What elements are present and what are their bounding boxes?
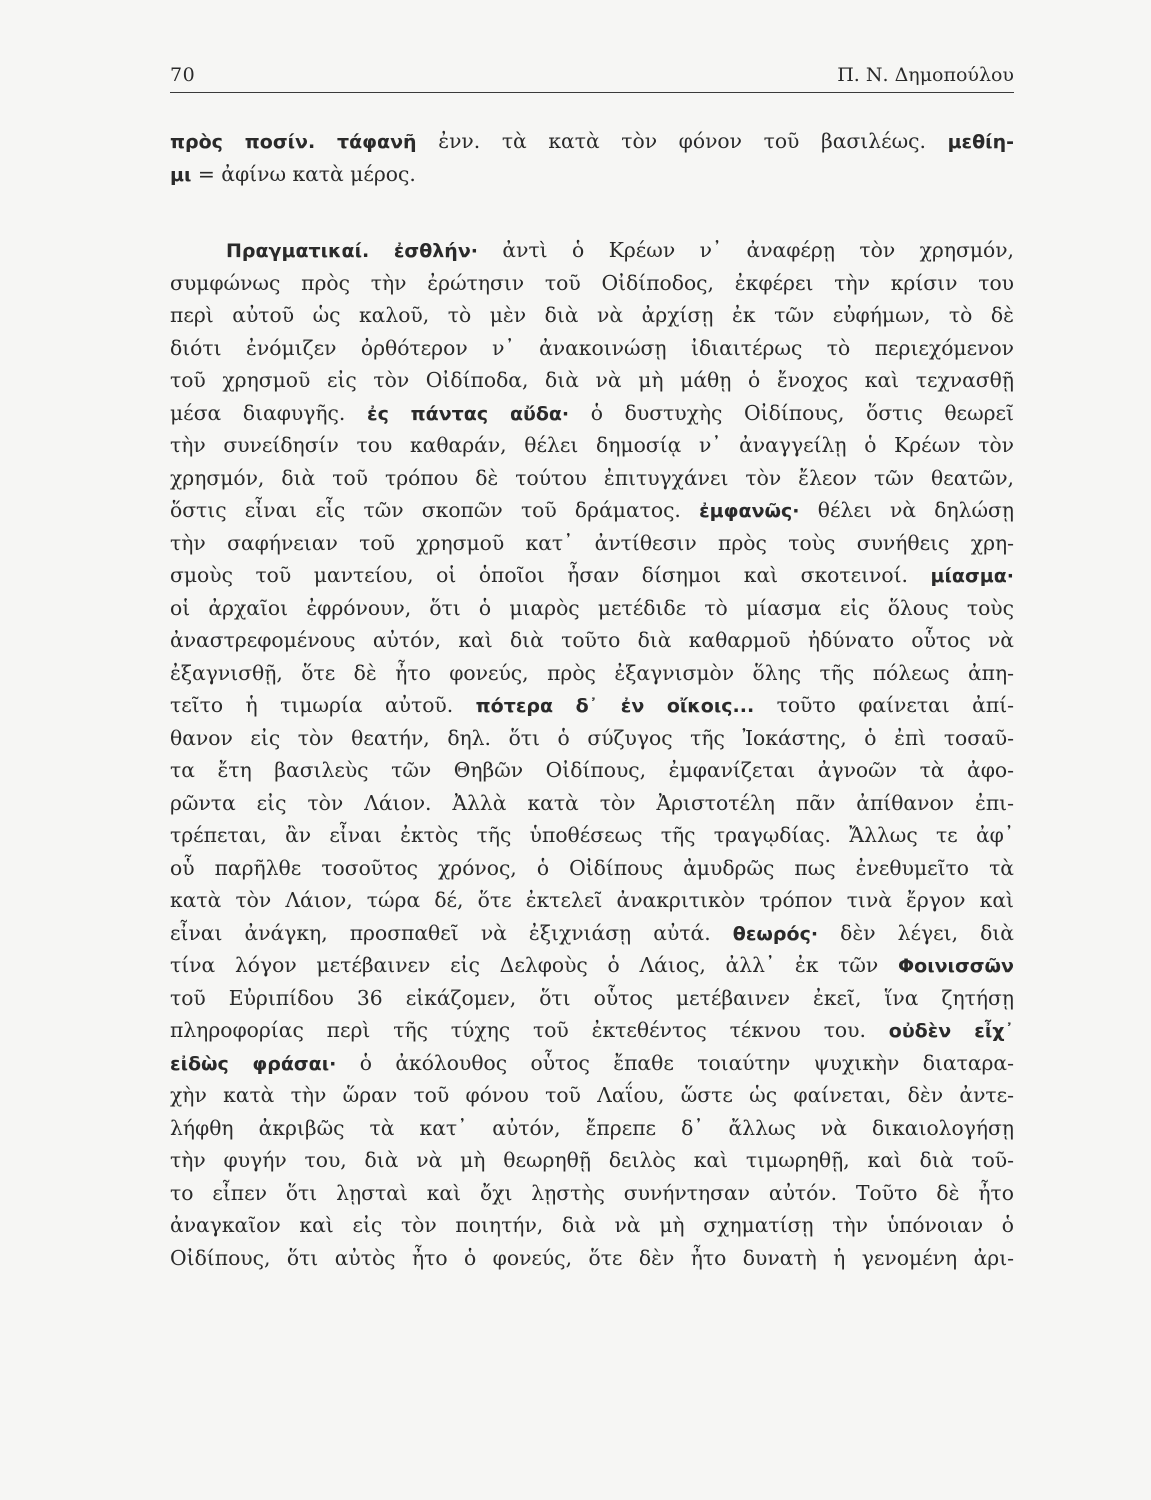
line-text: το εἶπεν ὅτι λῃσταὶ καὶ ὄχι λῃστὴς συνήντησαν αὐτόν. Τοῦτο δὲ ἦτο	[170, 1180, 1014, 1205]
line-text: κατὰ τὸν Λάιον, τώρα δέ, ὅτε ἐκτελεῖ ἀνακριτικὸν τρόπον τινὰ ἔργον καὶ	[170, 888, 1014, 912]
text-line	[170, 125, 1014, 158]
line-text: λήφθη ἀκριβῶς τὰ κατ᾽ αὐτόν, ἔπρεπε δ᾽ ἄλλως νὰ δικαιολογήσῃ	[170, 1115, 1014, 1140]
text-line	[170, 819, 1014, 852]
text-line	[170, 754, 1014, 787]
text-line	[170, 787, 1014, 820]
lemma-term: Πραγματικαί. ἐσθλήν·	[226, 240, 478, 262]
line-text: θανον εἰς τὸν θεατήν, δηλ. ὅτι ὁ σύζυγος τῆς Ἰοκάστης, ὁ ἐπὶ τοσαῦ-	[170, 725, 1014, 750]
text-line	[170, 1242, 1014, 1275]
text-line	[170, 1014, 1014, 1047]
line-text: τίνα λόγον μετέβαινεν εἰς Δελφοὺς ὁ Λάιος, ἀλλ᾽ ἐκ τῶν	[170, 953, 898, 977]
line-text: τρέπεται, ἂν εἶναι ἐκτὸς τῆς ὑποθέσεως τῆς τραγῳδίας. Ἄλλως τε ἀφ᾽	[170, 823, 1014, 847]
text-line	[170, 364, 1014, 397]
text-line	[170, 592, 1014, 625]
line-text: τεῖτο ἡ τιμωρία αὐτοῦ.	[170, 693, 476, 717]
text-line	[170, 559, 1014, 592]
text-line	[170, 722, 1014, 755]
line-text: Οἰδίπους, ὅτι αὐτὸς ἦτο ὁ φονεύς, ὅτε δὲν ἦτο δυνατὴ ἡ γενομένη ἀρι-	[170, 1245, 1014, 1270]
text-line	[170, 1112, 1014, 1145]
lemma-term: Φοινισσῶν	[897, 955, 1014, 977]
text-line	[170, 1047, 1014, 1080]
text-line	[170, 462, 1014, 495]
text-line	[170, 332, 1014, 365]
book-page	[170, 60, 1014, 1460]
running-head-author: Π. Ν. Δημοπούλου	[837, 64, 1014, 86]
text-line	[170, 982, 1014, 1015]
text-line	[170, 527, 1014, 560]
text-line	[170, 949, 1014, 982]
line-text: σμοὺς τοῦ μαντείου, οἱ ὁποῖοι ἦσαν δίσημοι καὶ σκοτεινοί.	[170, 563, 931, 587]
text-line	[170, 1209, 1014, 1242]
line-text: ἀντὶ ὁ Κρέων ν᾽ ἀναφέρῃ τὸν χρησμόν,	[477, 238, 1014, 262]
text-line	[170, 657, 1014, 690]
line-text: δὲν λέγει, διὰ	[818, 920, 1014, 945]
lemma-term: οὐδὲν εἶχ᾽	[888, 1020, 1014, 1042]
text-line	[170, 397, 1014, 430]
line-text: οὗ παρῆλθε τοσοῦτος χρόνος, ὁ Οἰδίπους ἀμυδρῶς πως ἐνεθυμεῖτο τὰ	[170, 855, 1014, 880]
line-text: πληροφορίας περὶ τῆς τύχης τοῦ ἐκτεθέντος τέκνου του.	[170, 1018, 889, 1042]
line-text: οἱ ἀρχαῖοι ἐφρόνουν, ὅτι ὁ μιαρὸς μετέδιδε τὸ μίασμα εἰς ὅλους τοὺς	[170, 595, 1014, 620]
line-text: ὁ ἀκόλουθος οὗτος ἔπαθε τοιαύτην ψυχικὴν διαταρα-	[336, 1050, 1014, 1075]
line-text: τὴν φυγήν του, διὰ νὰ μὴ θεωρηθῇ δειλὸς καὶ τιμωρηθῇ, καὶ διὰ τοῦ-	[170, 1148, 1014, 1172]
line-text: περὶ αὐτοῦ ὡς καλοῦ, τὸ μὲν διὰ νὰ ἀρχίσῃ ἐκ τῶν εὐφήμων, τὸ δὲ	[170, 303, 1014, 327]
line-text: τα ἔτη βασιλεὺς τῶν Θηβῶν Οἰδίπους, ἐμφανίζεται ἀγνοῶν τὰ ἀφο-	[170, 758, 1014, 782]
lemma-term: μίασμα·	[930, 565, 1014, 587]
text-line	[170, 299, 1014, 332]
running-header	[170, 60, 1014, 93]
text-line	[170, 689, 1014, 722]
text-line	[170, 158, 1014, 191]
line-text: τοῦ Εὐριπίδου 36 εἰκάζομεν, ὅτι οὗτος μετέβαινεν ἐκεῖ, ἵνα ζητήσῃ	[170, 985, 1014, 1010]
lemma-term: μι	[170, 163, 192, 186]
text-line	[170, 1177, 1014, 1210]
paragraph-glosses	[170, 125, 1014, 190]
line-text: συμφώνως πρὸς τὴν ἐρώτησιν τοῦ Οἰδίποδος, ἐκφέρει τὴν κρίσιν του	[170, 270, 1014, 295]
text-line	[170, 917, 1014, 950]
line-text: ὁ δυστυχὴς Οἰδίπους, ὅστις θεωρεῖ	[569, 400, 1014, 425]
text-line	[170, 852, 1014, 885]
line-text: μέσα διαφυγῆς.	[170, 400, 367, 425]
text-line	[170, 234, 1014, 267]
paragraph-pragmatikai	[170, 234, 1014, 1274]
text-line	[170, 267, 1014, 300]
line-text: ἐνν. τὰ κατὰ τὸν φόνον τοῦ βασιλέως.	[416, 129, 948, 153]
line-text: τοῦ χρησμοῦ εἰς τὸν Οἰδίποδα, διὰ νὰ μὴ μάθῃ ὁ ἔνοχος καὶ τεχνασθῇ	[170, 368, 1014, 392]
lemma-term: πρὸς ποσίν. τάφανῆ	[170, 131, 417, 153]
line-text: ἀναστρεφομένους αὐτόν, καὶ διὰ τοῦτο διὰ καθαρμοῦ ἠδύνατο οὗτος νὰ	[170, 628, 1014, 652]
line-text: τὴν σαφήνειαν τοῦ χρησμοῦ κατ᾽ ἀντίθεσιν πρὸς τοὺς συνήθεις χρη-	[170, 530, 1014, 555]
lemma-term: πότερα δ᾽ ἐν οἴκοις...	[475, 695, 755, 717]
text-line	[170, 494, 1014, 527]
lemma-term: θεωρός·	[732, 922, 819, 945]
lemma-term: μεθίη-	[947, 131, 1014, 153]
line-text: χὴν κατὰ τὴν ὥραν τοῦ φόνου τοῦ Λαΐου, ὥστε ὡς φαίνεται, δὲν ἀντε-	[170, 1083, 1014, 1107]
line-text: τὴν συνείδησίν του καθαράν, θέλει δημοσίᾳ ν᾽ ἀναγγείλῃ ὁ Κρέων τὸν	[170, 433, 1014, 457]
line-text: ἀναγκαῖον καὶ εἰς τὸν ποιητήν, διὰ νὰ μὴ σχηματίσῃ τὴν ὑπόνοιαν ὁ	[170, 1213, 1014, 1237]
lemma-term: εἰδὼς φράσαι·	[170, 1052, 337, 1075]
line-text: τοῦτο φαίνεται ἀπί-	[754, 693, 1014, 717]
page-number: 70	[170, 64, 196, 86]
text-line	[170, 1144, 1014, 1177]
line-text: ἐξαγνισθῇ, ὅτε δὲ ἦτο φονεύς, πρὸς ἐξαγνισμὸν ὅλης τῆς πόλεως ἀπη-	[170, 660, 1014, 685]
line-text: διότι ἐνόμιζεν ὀρθότερον ν᾽ ἀνακοινώσῃ ἰδιαιτέρως τὸ περιεχόμενον	[170, 335, 1014, 360]
line-text: ρῶντα εἰς τὸν Λάιον. Ἀλλὰ κατὰ τὸν Ἀριστοτέλη πᾶν ἀπίθανον ἐπι-	[170, 790, 1014, 815]
lemma-term: ἐς πάντας αὔδα·	[367, 402, 570, 425]
text-line	[170, 1079, 1014, 1112]
text-line	[170, 429, 1014, 462]
text-line	[170, 884, 1014, 917]
line-text: εἶναι ἀνάγκη, προσπαθεῖ νὰ ἐξιχνιάσῃ αὐτά.	[170, 920, 733, 945]
line-text: = ἀφίνω κατὰ μέρος.	[191, 161, 416, 186]
line-text: θέλει νὰ δηλώσῃ	[799, 498, 1014, 522]
lemma-term: ἐμφανῶς·	[699, 500, 800, 522]
line-text: ὅστις εἶναι εἷς τῶν σκοπῶν τοῦ δράματος.	[170, 498, 700, 522]
text-line	[170, 624, 1014, 657]
line-text: χρησμόν, διὰ τοῦ τρόπου δὲ τούτου ἐπιτυγχάνει τὸν ἔλεον τῶν θεατῶν,	[170, 465, 1014, 490]
